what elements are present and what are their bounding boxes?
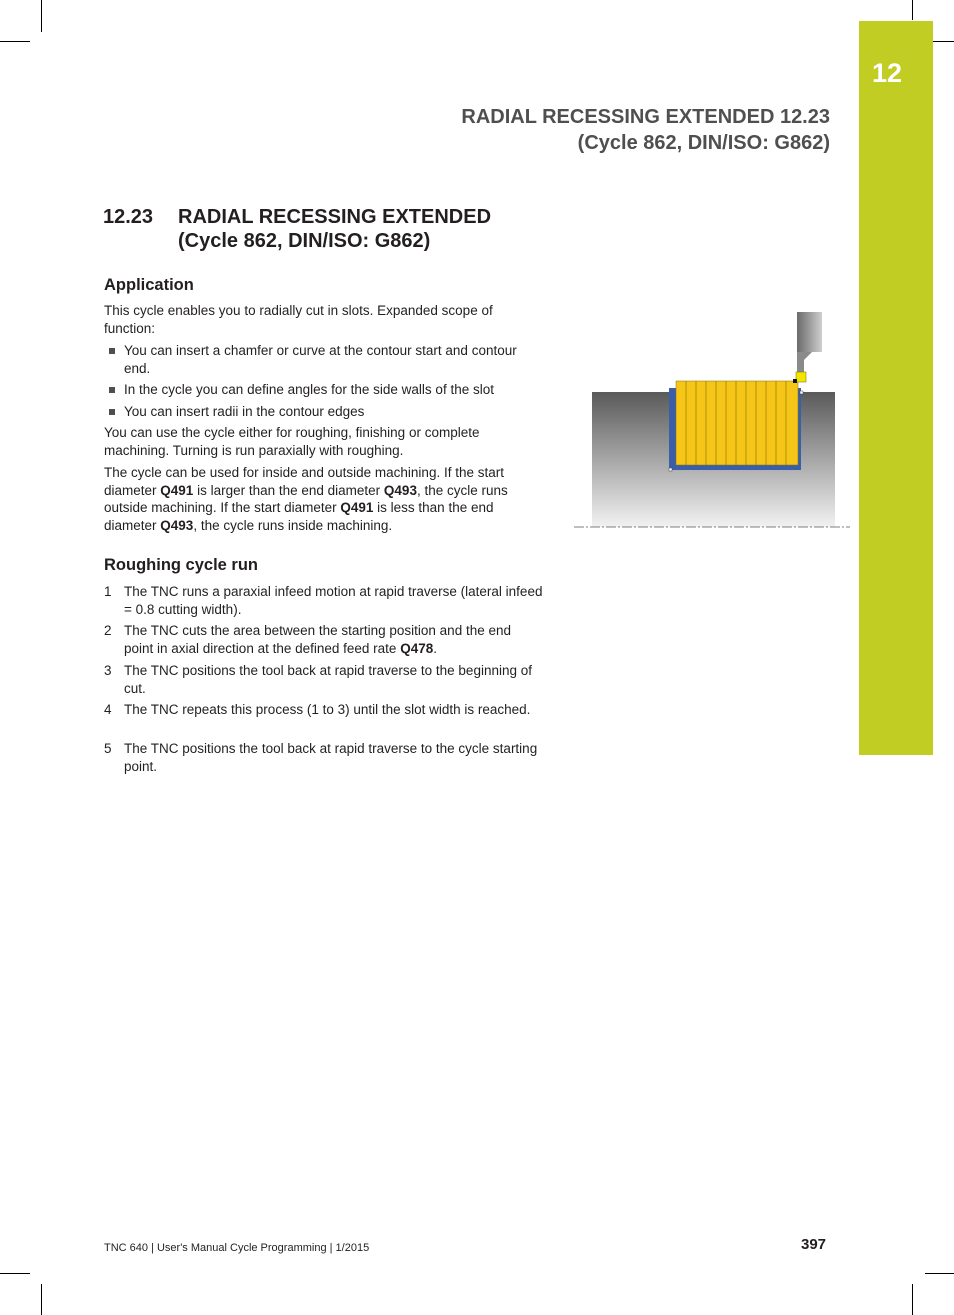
crop-mark [0,41,30,42]
step-item [104,662,544,697]
step-text: The TNC repeats this process (1 to 3) until the slot width is reached. [124,702,531,717]
running-head-line1: RADIAL RECESSING EXTENDED 12.23 [461,106,830,128]
application-heading: Application [104,276,194,294]
step-text: The TNC positions the tool back at rapid traverse to the beginning of cut. [124,663,532,696]
param-q478: Q478 [400,640,434,656]
step-number: 4 [104,702,112,717]
text-run: , the cycle runs inside machining. [193,517,393,533]
section-title [103,205,491,253]
section-number: 12.23 [103,206,154,228]
tool-insert [796,372,806,382]
chapter-number: 12 [872,58,903,88]
end-marker [800,391,803,394]
crop-mark [41,1284,42,1315]
crop-mark [41,0,42,32]
text-run: is less than the end diameter [104,500,494,533]
tool-holder [797,312,822,352]
step-item [104,583,544,618]
bullet-square-icon [109,387,115,393]
section-title-line2: (Cycle 862, DIN/ISO: G862) [178,230,431,252]
bullet-item [104,381,544,399]
bullet-item [104,342,544,377]
crop-mark [912,1284,913,1315]
param-q491: Q491 [160,482,194,498]
text-run: The TNC cuts the area between the starting position and the end point in axial direction at the defined feed rate [124,623,511,656]
step-number: 5 [104,741,112,756]
text-run: . [433,640,437,656]
paragraph-inside-outside [104,464,544,534]
page-number: 397 [801,1236,827,1253]
crop-mark [925,1273,954,1274]
application-intro: This cycle enables you to radially cut in slots. Expanded scope of function: [104,303,493,336]
crop-mark [912,0,913,20]
footer-text: TNC 640 | User's Manual Cycle Programming | 1/2015 [104,1242,370,1254]
tool-shank [797,352,812,374]
param-q493: Q493 [383,482,417,498]
step-item [104,622,544,657]
bullet-square-icon [109,348,115,354]
bullet-text: You can insert a chamfer or curve at the contour start and contour end. [124,343,517,376]
crop-mark [0,1273,30,1274]
step-text: The TNC positions the tool back at rapid traverse to the cycle starting point. [124,741,538,774]
cut-area [676,381,798,465]
bullet-item [104,403,544,421]
text-run: The cycle can be used for inside and outside machining. If the start diameter [104,465,504,498]
step-item [104,701,544,719]
step-text: The TNC runs a paraxial infeed motion at rapid traverse (lateral infeed = 0.8 cutting width). [124,584,543,617]
param-q491: Q491 [340,500,374,515]
running-head-line2: (Cycle 862, DIN/ISO: G862) [577,132,830,154]
step-item [104,740,544,775]
section-title-line1: RADIAL RECESSING EXTENDED [178,206,492,228]
roughing-heading: Roughing cycle run [104,556,259,574]
paragraph-roughing-finishing: You can use the cycle either for roughing, finishing or complete machining. Turning is run paraxially with roughing. [104,425,480,458]
chapter-tab [859,21,933,755]
bullet-text: In the cycle you can define angles for the side walls of the slot [124,382,494,397]
step-number: 2 [104,623,112,638]
bullet-text: You can insert radii in the contour edges [124,404,365,419]
param-q493: Q493 [160,517,194,533]
recessing-illustration [572,308,852,533]
bullet-square-icon [109,409,115,415]
start-marker [669,468,672,471]
text-run: , the cycle runs outside machining. If the start diameter [104,482,508,515]
tool-tip [793,379,797,383]
step-number: 1 [104,584,112,599]
step-number: 3 [104,663,112,678]
running-head [461,104,830,156]
text-run: is larger than the end diameter [193,482,384,498]
step-text [104,622,544,657]
